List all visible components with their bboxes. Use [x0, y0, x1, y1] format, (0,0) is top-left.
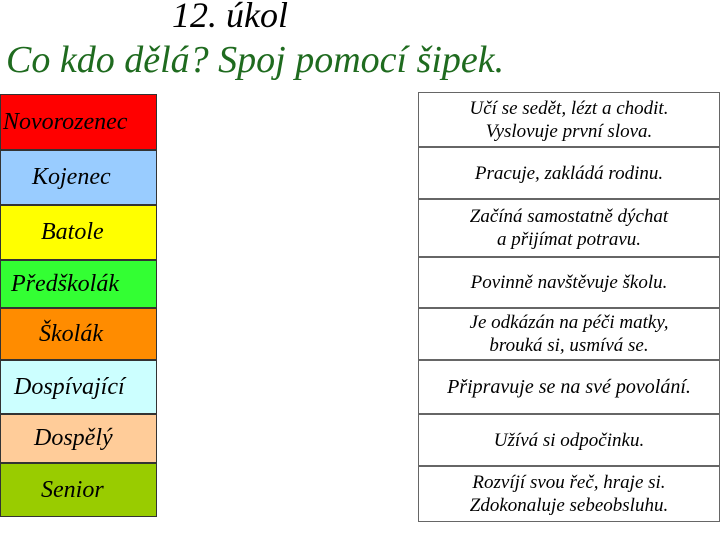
stage-box-dospivajici[interactable] [0, 360, 157, 414]
stage-box-batole[interactable] [0, 205, 157, 260]
activity-line-1: Začíná samostatně dýchat [469, 206, 669, 227]
activity-line-1: Užívá si odpočinku. [493, 429, 645, 451]
activity-box-2[interactable] [418, 147, 720, 199]
activity-line-1: Připravuje se na své povolání. [447, 375, 691, 398]
activity-line-1: Učí se sedět, lézt a chodit. [469, 97, 669, 119]
activity-line-2: a přijímat potravu. [496, 229, 642, 250]
activity-line-1: Pracuje, zakládá rodinu. [474, 162, 664, 184]
stage-label: Školák [39, 320, 103, 347]
activity-box-1[interactable] [418, 92, 720, 147]
stage-label: Kojenec [32, 164, 111, 190]
activity-line-2: brouká si, usmívá se. [489, 335, 649, 356]
stage-label: Dospívající [14, 373, 125, 400]
activity-line-2: Zdokonaluje sebeobsluhu. [469, 495, 669, 516]
activity-box-8[interactable] [418, 466, 720, 522]
activity-box-7[interactable] [418, 414, 720, 466]
activity-line-1: Povinně navštěvuje školu. [470, 272, 668, 293]
stage-box-dospely[interactable] [0, 414, 157, 463]
stage-box-novorozenec[interactable] [0, 94, 157, 150]
stage-box-senior[interactable] [0, 463, 157, 517]
activity-box-4[interactable] [418, 257, 720, 308]
stage-label: Předškolák [11, 270, 119, 297]
stage-label: Batole [41, 219, 104, 245]
stage-label: Senior [41, 476, 104, 503]
task-instruction-title: Co kdo dělá? Spoj pomocí šipek. [6, 39, 505, 81]
stage-label: Novorozenec [3, 108, 128, 135]
stage-label: Dospělý [34, 425, 113, 451]
stage-box-skolak[interactable] [0, 308, 157, 360]
activity-line-1: Je odkázán na péči matky, [469, 312, 669, 333]
stage-box-predskolak[interactable] [0, 260, 157, 308]
activity-line-1: Rozvíjí svou řeč, hraje si. [472, 472, 666, 493]
task-number-title: 12. úkol [172, 0, 288, 35]
stage-box-kojenec[interactable] [0, 150, 157, 205]
activity-line-2: Vyslovuje první slova. [485, 120, 653, 142]
activity-box-3[interactable] [418, 199, 720, 257]
activity-box-6[interactable] [418, 360, 720, 414]
activity-box-5[interactable] [418, 308, 720, 360]
